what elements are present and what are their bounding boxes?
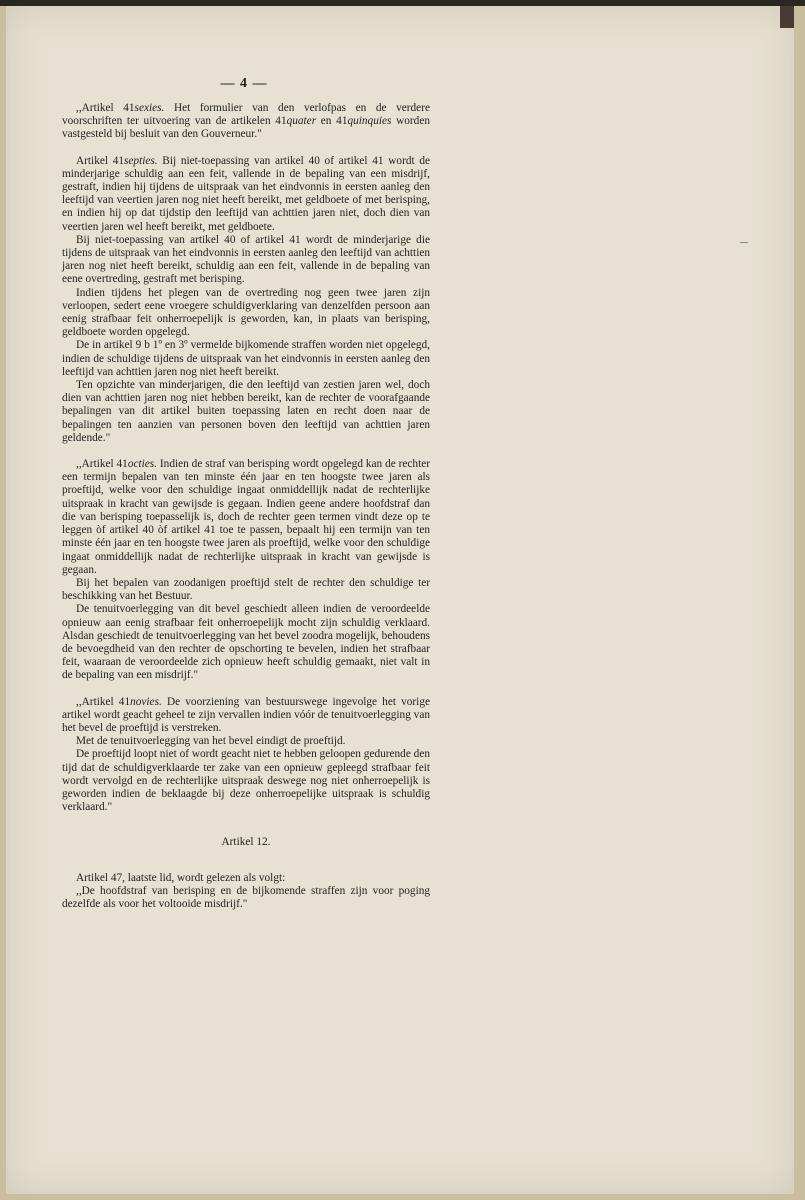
scan-corner-mark (780, 6, 794, 28)
margin-mark (740, 242, 748, 243)
art41septies-paragraph-2: Bij niet-toepassing van artikel 40 of artikel 41 wordt de minderjarige die tijdens de uitspraak van het eindvonnis in eersten aanleg den leeftijd van achttien jaren nog niet heeft bereikt, schuldig aan een feit, vallende in de bepaling van eene overtreding, gestraft met berisping. (62, 233, 430, 286)
art41septies-paragraph-4: De in artikel 9 b 1º en 3º vermelde bijkomende straffen worden niet opgelegd, indien de schuldige tijdens de uitspraak van het eindvonnis in eersten aanleg den leeftijd van achttien jaren nog niet heeft bereikt. (62, 339, 430, 378)
art41sexies-paragraph: ,,Artikel 41sexies. Het formulier van den verlofpas en de verdere voorschriften ter uitvoering van de artikelen 41quater en 41quinquies worden vastgesteld bij besluit van den Gouverneur." (62, 102, 430, 141)
art41novies-paragraph-2: Met de tenuitvoerlegging van het bevel eindigt de proeftijd. (76, 735, 346, 748)
page-number: — 4 — (220, 76, 268, 91)
artikel-12-heading: Artikel 12. (221, 836, 271, 849)
art41novies-paragraph-1: ,,Artikel 41novies. De voorziening van bestuurswege ingevolge het vorige artikel wordt geacht geheel te zijn vervallen indien vóór de tenuitvoerlegging van het bevel de proeftijd is verstreken. (62, 695, 430, 734)
art41septies-paragraph-3: Indien tijdens het plegen van de overtreding nog geen twee jaren zijn verloopen, sedert eene vroegere schuldigverklaring van denzelfden persoon aan eenig strafbaar feit onherroepelijk is geworden, kan, in plaats van berisping, geldboete worden opgelegd. (62, 286, 430, 339)
document-body (62, 102, 430, 911)
art41novies-paragraph-3: De proeftijd loopt niet of wordt geacht niet te hebben geloopen gedurende den tijd dat de schuldigverklaarde ter zake van een opnieuw gepleegd strafbaar feit wordt vervolgd en de rechterlijke uitspraak deswege nog niet onherroepelijk is geworden indien de beklaagde bij deze onherroepelijke uitspraak is schuldig verklaard." (62, 748, 430, 814)
artikel-12-paragraph-1: Artikel 47, laatste lid, wordt gelezen als volgt: (76, 871, 286, 884)
artikel-12-paragraph-2: ,,De hoofdstraf van berisping en de bijkomende straffen zijn voor poging dezelfde als voor het voltooide misdrijf." (62, 884, 430, 910)
art41octies-paragraph-2: Bij het bepalen van zoodanigen proeftijd stelt de rechter den schuldige ter beschikking van het Bestuur. (62, 576, 430, 603)
art41octies-paragraph-3: De tenuitvoerlegging van dit bevel geschiedt alleen indien de veroordeelde opnieuw aan eenig strafbaar feit onherroepelijk mocht zijn schuldig verklaard. Alsdan geschiedt de tenuitvoerlegging van het bevel zoodra mogelijk, behoudens de bevoegdheid van den rechter de opschorting te bevelen, indien het strafbaar feit, waaraan de veroordeelde zich opnieuw heeft schuldig gemaakt, niet valt in de bepaling van een misdrijf." (62, 603, 430, 682)
art41septies-paragraph-5: Ten opzichte van minderjarigen, die den leeftijd van zestien jaren wel, doch dien van achttien jaren nog niet hebben bereikt, kan de rechter de voorafgaande bepalingen van dit artikel buiten toepassing laten en recht doen naar de bepalingen ten aanzien van personen boven den leeftijd van achttien jaren geldende." (62, 379, 430, 444)
art41octies-paragraph-1: ,,Artikel 41octies. Indien de straf van berisping wordt opgelegd kan de rechter een termijn bepalen van ten minste één jaar en ten hoogste twee jaren als proeftijd, welke voor den schuldige ingaat onmiddellijk nadat de rechterlijke uitspraak in kracht van gewijsde is gegaan. Indien geene andere hoofdstraf dan die van berisping toepasselijk is, doch de rechter geen termen vindt deze op te leggen òf artikel 40 òf artikel 41 toe te passen, bepaalt hij een termijn van ten minste één jaar en ten hoogste twee jaren als proeftijd, welke voor den schuldige ingaat onmiddellijk nadat de rechterlijke uitspraak in kracht van gewijsde is gegaan. (62, 458, 430, 576)
art41septies-paragraph-1: Artikel 41septies. Bij niet-toepassing van artikel 40 of artikel 41 wordt de minderjarige schuldig aan een feit, vallende in de bepaling van een misdrijf, gestraft, indien hij tijdens de uitspraak van het eindvonnis in eersten aanleg den leeftijd van veertien jaren nog niet heeft bereikt, met geldboete of met berisping, en indien hij op dat tijdstip den leeftijd van achttien jaren niet, doch dien van veertien jaren wel heeft bereikt, met geldboete. (62, 154, 430, 233)
